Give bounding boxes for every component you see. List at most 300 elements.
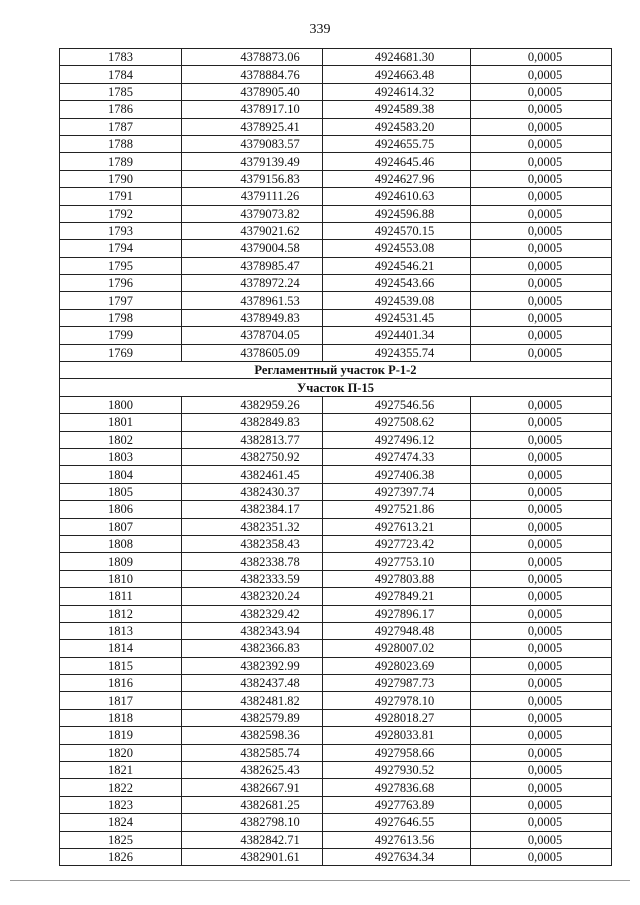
y-coordinate-cell-text: 4927803.88 [374,571,435,586]
deviation-cell-text: 0,0005 [527,641,563,656]
point-number-cell-text: 1794 [108,241,133,256]
table-row [60,553,612,570]
table-row [60,222,612,239]
y-coordinate-cell-text: 4927896.17 [374,606,435,621]
y-coordinate-cell [323,796,471,813]
point-number-cell-text: 1817 [108,693,133,708]
y-coordinate-cell-text: 4927753.10 [374,554,435,569]
x-coordinate-cell-text: 4382585.74 [240,745,300,760]
point-number-cell-text: 1808 [108,537,133,552]
table-row [60,257,612,274]
point-number-cell [60,553,182,570]
y-coordinate-cell-text: 4924596.88 [374,206,435,221]
table-row [60,848,612,865]
x-coordinate-cell-text: 4382430.37 [240,484,300,499]
section-title: Регламентный участок Р-1-2 [60,362,612,379]
point-number-cell [60,101,182,118]
y-coordinate-cell [323,657,471,674]
y-coordinate-cell-text: 4924589.38 [374,102,435,117]
deviation-cell-text: 0,0005 [527,450,563,465]
table-row [60,796,612,813]
table-row [60,588,612,605]
point-number-cell [60,135,182,152]
y-coordinate-cell-text: 4927948.48 [374,624,435,639]
point-number-cell-text: 1795 [108,258,133,273]
y-coordinate-cell [323,692,471,709]
deviation-cell [471,49,612,66]
x-coordinate-cell-text: 4378985.47 [240,258,300,273]
point-number-cell-text: 1826 [108,850,133,865]
y-coordinate-cell [323,762,471,779]
x-coordinate-cell-text: 4382481.82 [240,693,300,708]
point-number-cell-text: 1788 [108,137,133,152]
x-coordinate-cell [182,831,323,848]
x-coordinate-cell [182,431,323,448]
y-coordinate-cell-text: 4928023.69 [374,658,435,673]
x-coordinate-cell [182,796,323,813]
y-coordinate-cell-text: 4924627.96 [374,171,435,186]
table-row [60,831,612,848]
deviation-cell-text: 0,0005 [527,780,563,795]
x-coordinate-cell [182,588,323,605]
deviation-cell [471,466,612,483]
point-number-cell [60,605,182,622]
point-number-cell [60,153,182,170]
table-row [60,779,612,796]
y-coordinate-cell [323,292,471,309]
point-number-cell [60,657,182,674]
point-number-cell-text: 1813 [108,624,133,639]
table-row [60,240,612,257]
point-number-cell-text: 1810 [108,571,133,586]
point-number-cell [60,796,182,813]
deviation-cell [471,848,612,865]
y-coordinate-cell-text: 4924645.46 [374,154,435,169]
x-coordinate-cell [182,675,323,692]
deviation-cell-text: 0,0005 [527,432,563,447]
point-number-cell [60,501,182,518]
table-row [60,501,612,518]
point-number-cell-text: 1802 [108,432,133,447]
y-coordinate-cell-text: 4928007.02 [374,641,435,656]
point-number-cell-text: 1789 [108,154,133,169]
point-number-cell-text: 1793 [108,224,133,239]
deviation-cell-text: 0,0005 [527,484,563,499]
table-row [60,153,612,170]
x-coordinate-cell [182,222,323,239]
y-coordinate-cell-text: 4927723.42 [374,537,435,552]
x-coordinate-cell-text: 4382461.45 [240,467,300,482]
x-coordinate-cell [182,640,323,657]
y-coordinate-cell-text: 4927397.74 [374,484,435,499]
deviation-cell [471,153,612,170]
deviation-cell [471,83,612,100]
deviation-cell [471,657,612,674]
deviation-cell [471,483,612,500]
deviation-cell [471,744,612,761]
deviation-cell-text: 0,0005 [527,328,563,343]
table-row [60,205,612,222]
deviation-cell [471,118,612,135]
x-coordinate-cell-text: 4382598.36 [240,728,300,743]
x-coordinate-cell-text: 4382343.94 [240,624,300,639]
x-coordinate-cell-text: 4378949.83 [240,311,300,326]
table-row [60,170,612,187]
point-number-cell [60,848,182,865]
x-coordinate-cell [182,501,323,518]
table-row [60,309,612,326]
x-coordinate-cell-text: 4382625.43 [240,763,300,778]
deviation-cell-text: 0,0005 [527,502,563,517]
point-number-cell [60,588,182,605]
point-number-cell-text: 1823 [108,797,133,812]
x-coordinate-cell-text: 4382358.43 [240,537,300,552]
y-coordinate-cell-text: 4927978.10 [374,693,435,708]
x-coordinate-cell-text: 4379111.26 [240,189,300,204]
point-number-cell [60,483,182,500]
y-coordinate-cell-text: 4924610.63 [374,189,435,204]
table-row [60,327,612,344]
deviation-cell [471,779,612,796]
y-coordinate-cell [323,344,471,361]
y-coordinate-cell [323,257,471,274]
y-coordinate-cell [323,448,471,465]
deviation-cell-text: 0,0005 [527,50,563,65]
x-coordinate-cell-text: 4382329.42 [240,606,300,621]
y-coordinate-cell-text: 4927646.55 [374,815,435,830]
x-coordinate-cell-text: 4379004.58 [240,241,300,256]
deviation-cell-text: 0,0005 [527,676,563,691]
y-coordinate-cell [323,640,471,657]
y-coordinate-cell [323,188,471,205]
point-number-cell-text: 1786 [108,102,133,117]
y-coordinate-cell-text: 4924401.34 [374,328,435,343]
deviation-cell-text: 0,0005 [527,276,563,291]
deviation-cell-text: 0,0005 [527,206,563,221]
y-coordinate-cell [323,222,471,239]
deviation-cell-text: 0,0005 [527,745,563,760]
point-number-cell-text: 1806 [108,502,133,517]
y-coordinate-cell-text: 4927634.34 [374,850,435,865]
y-coordinate-cell [323,240,471,257]
x-coordinate-cell-text: 4382351.32 [240,519,300,534]
x-coordinate-cell-text: 4382813.77 [240,432,300,447]
deviation-cell [471,170,612,187]
x-coordinate-cell-text: 4378884.76 [240,67,300,82]
deviation-cell [471,396,612,413]
x-coordinate-cell [182,135,323,152]
point-number-cell-text: 1824 [108,815,133,830]
point-number-cell-text: 1807 [108,519,133,534]
section-header-row [60,362,612,379]
x-coordinate-cell [182,344,323,361]
deviation-cell-text: 0,0005 [527,345,563,360]
y-coordinate-cell [323,101,471,118]
y-coordinate-cell-text: 4927508.62 [374,415,435,430]
y-coordinate-cell-text: 4924614.32 [374,84,435,99]
y-coordinate-cell-text: 4924655.75 [374,137,435,152]
y-coordinate-cell [323,675,471,692]
x-coordinate-cell-text: 4382959.26 [240,398,300,412]
y-coordinate-cell-text: 4924553.08 [374,241,435,256]
point-number-cell-text: 1811 [108,589,133,604]
x-coordinate-cell [182,66,323,83]
table-row [60,135,612,152]
y-coordinate-cell-text: 4927496.12 [374,432,435,447]
y-coordinate-cell-text: 4924570.15 [374,224,435,239]
y-coordinate-cell [323,814,471,831]
point-number-cell [60,66,182,83]
table-row [60,466,612,483]
deviation-cell-text: 0,0005 [527,154,563,169]
point-number-cell-text: 1791 [108,189,133,204]
x-coordinate-cell [182,762,323,779]
deviation-cell-text: 0,0005 [527,519,563,534]
table-row [60,275,612,292]
deviation-cell [471,222,612,239]
table-row [60,675,612,692]
x-coordinate-cell [182,727,323,744]
y-coordinate-cell [323,66,471,83]
table-row [60,49,612,66]
x-coordinate-cell [182,605,323,622]
point-number-cell [60,692,182,709]
y-coordinate-cell [323,727,471,744]
point-number-cell-text: 1822 [108,780,133,795]
table-row [60,483,612,500]
y-coordinate-cell [323,744,471,761]
point-number-cell [60,640,182,657]
deviation-cell [471,344,612,361]
point-number-cell [60,570,182,587]
table-row [60,188,612,205]
point-number-cell [60,292,182,309]
point-number-cell [60,535,182,552]
x-coordinate-cell [182,779,323,796]
x-coordinate-cell [182,466,323,483]
point-number-cell-text: 1818 [108,711,133,726]
point-number-cell [60,709,182,726]
y-coordinate-cell [323,553,471,570]
deviation-cell-text: 0,0005 [527,571,563,586]
point-number-cell-text: 1820 [108,745,133,760]
point-number-cell-text: 1809 [108,554,133,569]
point-number-cell [60,170,182,187]
deviation-cell-text: 0,0005 [527,137,563,152]
x-coordinate-cell-text: 4382849.83 [240,415,300,430]
deviation-cell-text: 0,0005 [527,84,563,99]
x-coordinate-cell-text: 4378873.06 [240,50,300,65]
point-number-cell-text: 1787 [108,119,133,134]
y-coordinate-cell-text: 4927987.73 [374,676,435,691]
x-coordinate-cell-text: 4382901.61 [240,850,300,865]
point-number-cell-text: 1790 [108,171,133,186]
y-coordinate-cell [323,501,471,518]
point-number-cell [60,831,182,848]
deviation-cell [471,796,612,813]
point-number-cell-text: 1785 [108,84,133,99]
table-row [60,431,612,448]
point-number-cell-text: 1798 [108,311,133,326]
y-coordinate-cell [323,135,471,152]
point-number-cell [60,814,182,831]
point-number-cell [60,344,182,361]
y-coordinate-cell-text: 4924539.08 [374,293,435,308]
deviation-cell-text: 0,0005 [527,832,563,847]
deviation-cell-text: 0,0005 [527,224,563,239]
deviation-cell [471,188,612,205]
y-coordinate-cell [323,831,471,848]
x-coordinate-cell-text: 4382384.17 [240,502,300,517]
deviation-cell-text: 0,0005 [527,589,563,604]
point-number-cell-text: 1799 [108,328,133,343]
x-coordinate-cell-text: 4378605.09 [240,345,300,360]
point-number-cell [60,188,182,205]
deviation-cell-text: 0,0005 [527,67,563,82]
x-coordinate-cell-text: 4382392.99 [240,658,300,673]
point-number-cell [60,118,182,135]
deviation-cell [471,448,612,465]
point-number-cell [60,727,182,744]
x-coordinate-cell-text: 4379021.62 [240,224,300,239]
point-number-cell [60,466,182,483]
x-coordinate-cell-text: 4379083.57 [240,137,300,152]
y-coordinate-cell-text: 4924531.45 [374,311,435,326]
deviation-cell [471,553,612,570]
deviation-cell-text: 0,0005 [527,711,563,726]
x-coordinate-cell [182,814,323,831]
table-row [60,292,612,309]
x-coordinate-cell [182,49,323,66]
y-coordinate-cell-text: 4927406.38 [374,467,435,482]
deviation-cell-text: 0,0005 [527,728,563,743]
x-coordinate-cell [182,240,323,257]
x-coordinate-cell [182,518,323,535]
table-row [60,814,612,831]
y-coordinate-cell [323,205,471,222]
y-coordinate-cell-text: 4927958.66 [374,745,435,760]
table-row [60,744,612,761]
deviation-cell [471,814,612,831]
point-number-cell-text: 1769 [108,345,133,360]
y-coordinate-cell [323,153,471,170]
y-coordinate-cell-text: 4927521.86 [374,502,435,517]
y-coordinate-cell-text: 4924546.21 [374,258,435,273]
point-number-cell [60,275,182,292]
x-coordinate-cell-text: 4379156.83 [240,171,300,186]
x-coordinate-cell [182,709,323,726]
y-coordinate-cell-text: 4927613.21 [374,519,435,534]
deviation-cell-text: 0,0005 [527,258,563,273]
deviation-cell [471,309,612,326]
x-coordinate-cell [182,848,323,865]
x-coordinate-cell-text: 4378917.10 [240,102,300,117]
deviation-cell [471,205,612,222]
point-number-cell [60,762,182,779]
point-number-cell [60,309,182,326]
deviation-cell-text: 0,0005 [527,398,563,412]
y-coordinate-cell-text: 4924355.74 [374,345,435,360]
x-coordinate-cell [182,327,323,344]
deviation-cell-text: 0,0005 [527,763,563,778]
x-coordinate-cell-text: 4382798.10 [240,815,300,830]
x-coordinate-cell-text: 4382320.24 [240,589,300,604]
y-coordinate-cell-text: 4927613.56 [374,832,435,847]
point-number-cell [60,448,182,465]
table-row [60,66,612,83]
point-number-cell-text: 1784 [108,67,133,82]
table-row [60,762,612,779]
y-coordinate-cell [323,309,471,326]
y-coordinate-cell-text: 4927849.21 [374,589,435,604]
point-number-cell [60,327,182,344]
point-number-cell-text: 1783 [108,50,133,65]
y-coordinate-cell [323,709,471,726]
x-coordinate-cell-text: 4382579.89 [240,711,300,726]
bottom-divider [10,880,630,881]
x-coordinate-cell [182,744,323,761]
y-coordinate-cell [323,518,471,535]
deviation-cell [471,622,612,639]
point-number-cell [60,83,182,100]
point-number-cell [60,49,182,66]
x-coordinate-cell-text: 4378925.41 [240,119,300,134]
x-coordinate-cell-text: 4378704.05 [240,328,300,343]
point-number-cell [60,240,182,257]
deviation-cell [471,240,612,257]
x-coordinate-cell [182,205,323,222]
deviation-cell [471,135,612,152]
y-coordinate-cell [323,570,471,587]
deviation-cell-text: 0,0005 [527,189,563,204]
table-row [60,344,612,361]
point-number-cell [60,518,182,535]
deviation-cell [471,101,612,118]
y-coordinate-cell [323,414,471,431]
x-coordinate-cell-text: 4382366.83 [240,641,300,656]
table-body [60,49,612,866]
y-coordinate-cell-text: 4927763.89 [374,797,435,812]
y-coordinate-cell-text: 4924583.20 [374,119,435,134]
y-coordinate-cell [323,49,471,66]
deviation-cell-text: 0,0005 [527,119,563,134]
table-row [60,518,612,535]
x-coordinate-cell [182,118,323,135]
y-coordinate-cell-text: 4927474.33 [374,450,435,465]
table-row [60,118,612,135]
point-number-cell [60,396,182,413]
x-coordinate-cell-text: 4382750.92 [240,450,300,465]
point-number-cell-text: 1812 [108,606,133,621]
y-coordinate-cell-text: 4924663.48 [374,67,435,82]
point-number-cell-text: 1805 [108,484,133,499]
x-coordinate-cell [182,657,323,674]
x-coordinate-cell [182,483,323,500]
y-coordinate-cell-text: 4927836.68 [374,780,435,795]
x-coordinate-cell [182,622,323,639]
y-coordinate-cell [323,848,471,865]
deviation-cell [471,518,612,535]
table-row [60,692,612,709]
deviation-cell [471,501,612,518]
y-coordinate-cell-text: 4928018.27 [374,711,435,726]
x-coordinate-cell [182,309,323,326]
point-number-cell-text: 1819 [108,728,133,743]
x-coordinate-cell [182,414,323,431]
deviation-cell-text: 0,0005 [527,537,563,552]
deviation-cell [471,692,612,709]
deviation-cell-text: 0,0005 [527,415,563,430]
